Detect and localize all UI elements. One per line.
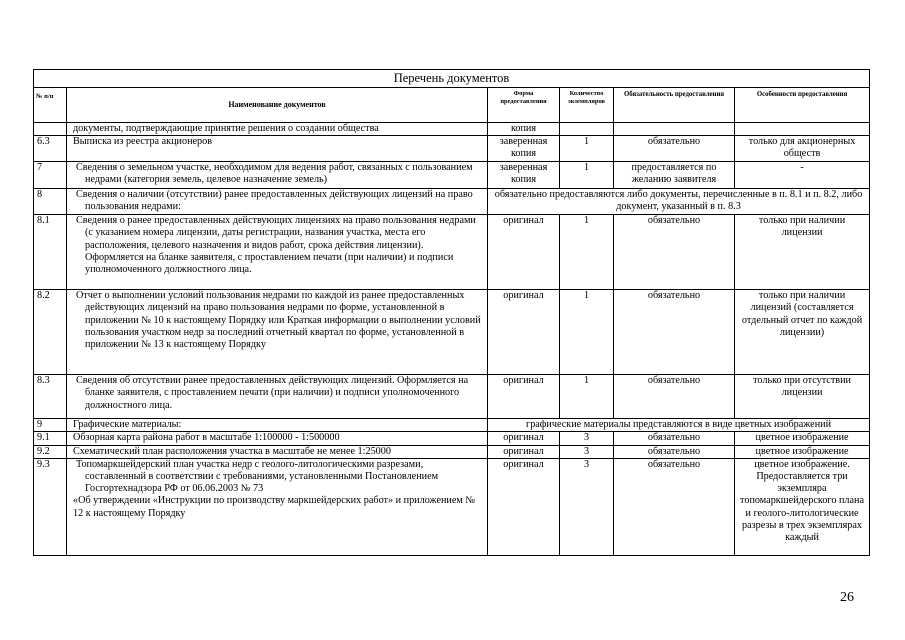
cell-req: обязательно xyxy=(614,290,735,375)
cell-form: оригинал xyxy=(488,432,560,445)
table-row xyxy=(34,215,870,290)
table-row xyxy=(34,189,870,215)
table-row xyxy=(34,445,870,458)
cell-req: обязательно xyxy=(614,445,735,458)
cell-num: 9.1 xyxy=(34,432,67,445)
cell-qty: 1 xyxy=(560,162,614,189)
cell-req xyxy=(614,123,735,136)
cell-notes: цветное изображение xyxy=(735,445,870,458)
table-row xyxy=(34,123,870,136)
cell-form: заверенная копия xyxy=(488,162,560,189)
cell-name: Схематический план расположения участка в масштабе не менее 1:25000 xyxy=(67,445,488,458)
cell-form: оригинал xyxy=(488,458,560,555)
cell-form: оригинал xyxy=(488,290,560,375)
cell-num: 9.2 xyxy=(34,445,67,458)
cell-qty: 1 xyxy=(560,290,614,375)
table-row xyxy=(34,419,870,432)
cell-form: оригинал xyxy=(488,445,560,458)
cell-form: оригинал xyxy=(488,215,560,290)
documents-table xyxy=(33,69,870,556)
cell-notes: только при наличии лицензий (составляется отдельный отчет по каждой лицензии) xyxy=(735,290,870,375)
cell-form: оригинал xyxy=(488,375,560,419)
header-num: № п/п xyxy=(34,88,67,123)
header-qty: Количество экземпляров xyxy=(560,88,614,123)
cell-qty xyxy=(560,123,614,136)
header-notes: Особенности предоставления xyxy=(735,88,870,123)
cell-notes: только при отсутствии лицензии xyxy=(735,375,870,419)
cell-num: 9 xyxy=(34,419,67,432)
cell-name xyxy=(67,458,488,555)
cell-name-text: Сведения о наличии (отсутствии) ранее предоставленных действующих лицензий на право пользования недрами: xyxy=(76,189,473,213)
cell-qty: 3 xyxy=(560,458,614,555)
cell-req: обязательно xyxy=(614,458,735,555)
table-caption: Перечень документов xyxy=(34,70,870,88)
cell-name xyxy=(67,375,488,419)
table-row xyxy=(34,375,870,419)
table-row xyxy=(34,162,870,189)
cell-num: 7 xyxy=(34,162,67,189)
cell-name xyxy=(67,162,488,189)
table-row xyxy=(34,136,870,162)
cell-name-text: Сведения о ранее предоставленных действующих лицензиях на право пользования недрами (с указанием номера лицензии, даты регистрации, названия участка, места его расположения, целевого назначения и видов работ, срока действия лицензии). Оформляется на бланке заявителя, с проставлением печати (при наличии) и подписи уполномоченного должностного лица. xyxy=(76,215,476,276)
cell-name-continuation: «Об утверждении «Инструкции по производству маркшейдерских работ» и приложением № 12 к настоящему Порядку xyxy=(73,495,476,519)
cell-num xyxy=(34,123,67,136)
cell-qty: 3 xyxy=(560,432,614,445)
cell-num: 8 xyxy=(34,189,67,215)
cell-merged-note: обязательно предоставляются либо документы, перечисленные в п. 8.1 и п. 8.2, либо документ, указанный в п. 8.3 xyxy=(488,189,870,215)
cell-notes: только для акционерных обществ xyxy=(735,136,870,162)
table-header-row xyxy=(34,88,870,123)
cell-name xyxy=(67,189,488,215)
cell-notes: - xyxy=(735,162,870,189)
cell-num: 8.2 xyxy=(34,290,67,375)
cell-num: 8.3 xyxy=(34,375,67,419)
table-caption-row xyxy=(34,70,870,88)
cell-name-text: Сведения об отсутствии ранее предоставленных действующих лицензий. Оформляется на бланке заявителя, с проставлением печати (при наличии) и подписи уполномоченного должностного лица. xyxy=(76,375,469,411)
cell-qty: 1 xyxy=(560,215,614,290)
header-form: Форма предоставления xyxy=(488,88,560,123)
cell-name: Выписка из реестра акционеров xyxy=(67,136,488,162)
cell-name-text: Топомаркшейдерский план участка недр с геолого-литологическими разрезами, составленный в соответствии с требованиями, установленными Постановлением Госгортехнадзора РФ от 06.06.2003 № 73 xyxy=(76,458,439,495)
cell-notes xyxy=(735,123,870,136)
cell-name: документы, подтверждающие принятие решения о создании общества xyxy=(67,123,488,136)
cell-merged-note: графические материалы представляются в виде цветных изображений xyxy=(488,419,870,432)
cell-num: 9.3 xyxy=(34,458,67,555)
table-row xyxy=(34,458,870,555)
cell-req: обязательно xyxy=(614,136,735,162)
table-row xyxy=(34,290,870,375)
cell-name xyxy=(67,290,488,375)
cell-notes: цветное изображение xyxy=(735,432,870,445)
cell-num: 6.3 xyxy=(34,136,67,162)
cell-notes: только при наличии лицензии xyxy=(735,215,870,290)
cell-name: Графические материалы: xyxy=(67,419,488,432)
cell-req: обязательно xyxy=(614,375,735,419)
cell-qty: 3 xyxy=(560,445,614,458)
cell-name xyxy=(67,215,488,290)
cell-form: копия xyxy=(488,123,560,136)
cell-qty: 1 xyxy=(560,136,614,162)
cell-name-text: Сведения о земельном участке, необходимом для ведения работ, связанных с пользованием недрами (категория земель, целевое назначение земель) xyxy=(76,162,473,186)
cell-name-text: Отчет о выполнении условий пользования недрами по каждой из ранее предоставленных действующих лицензий на право пользования недрами по форме, установленной в приложении № 10 к настоящему Порядку или Краткая информации о выполнении условий пользования участком недр за последний отчетный квартал по форме, установленной в приложении № 13 к настоящему Порядку xyxy=(76,290,481,351)
cell-req: обязательно xyxy=(614,215,735,290)
cell-req: предоставляется по желанию заявителя xyxy=(614,162,735,189)
cell-qty: 1 xyxy=(560,375,614,419)
cell-num: 8.1 xyxy=(34,215,67,290)
cell-name: Обзорная карта района работ в масштабе 1:100000 - 1:500000 xyxy=(67,432,488,445)
page-number: 26 xyxy=(840,590,854,605)
header-req: Обязательность предоставления xyxy=(614,88,735,123)
cell-form: заверенная копия xyxy=(488,136,560,162)
cell-req: обязательно xyxy=(614,432,735,445)
header-name: Наименование документов xyxy=(67,88,488,123)
table-row xyxy=(34,432,870,445)
cell-notes: цветное изображение. Предоставляется три экземпляра топомаркшейдерского плана и геолого-литологические разрезы в трех экземплярах каждый xyxy=(735,458,870,555)
